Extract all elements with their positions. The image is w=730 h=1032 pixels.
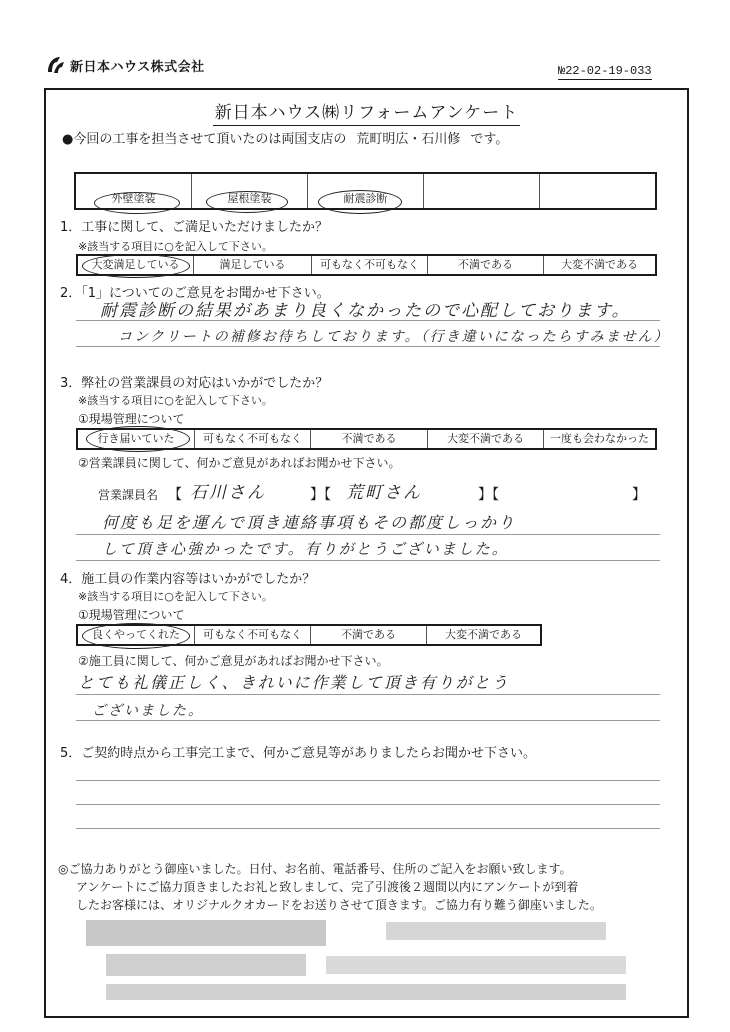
footer-notice [58,860,678,914]
q1-option[interactable]: 可もなく不可もなく [312,256,428,274]
q3-sub2: ②営業課員に関して、何かご意見があればお聞かせ下さい。 [78,456,401,470]
footer-line: ◎ご協力ありがとう御座いました。日付、お名前、電話番号、住所のご記入をお願い致します。 [58,862,572,876]
q5-answer-rule [76,780,660,781]
bracket-open: 【 [168,487,182,503]
q3-option[interactable]: 行き届いていた [78,430,195,448]
intro-text: ●今回の工事を担当させて頂いたのは両国支店の [62,132,347,147]
company-name: 新日本ハウス株式会社 [70,59,205,75]
logo-mark-icon [44,54,66,76]
q1-option[interactable]: 大変不満である [561,258,638,271]
q5-question: 5．ご契約時点から工事完工まで、何かご意見等がありましたらお聞かせ下さい。 [60,746,537,761]
q4-answer-line2: ございました。 [92,703,204,719]
q3-answer-line1: 何度も足を運んで頂き連絡事項もその都度しっかり [102,513,517,532]
q2-question: 2．「1」についてのご意見をお聞かせ下さい。 [60,286,330,301]
q5-answer-rule [76,828,660,829]
q4-option[interactable]: 可もなく不可もなく [195,626,311,644]
q4-option[interactable]: 不満である [311,626,427,644]
work-type-cell[interactable] [76,174,192,208]
footer-line: したお客様には、オリジナルクオカードをお送りさせて頂きます。ご協力有り難う御座いました。 [76,898,602,912]
q3-note: ※該当する項目に○を記入して下さい。 [78,394,273,407]
intro-suffix: です。 [470,132,509,147]
q3-option[interactable]: 一度も会わなかった [550,432,649,445]
work-type-cell[interactable] [308,174,424,208]
q3-question: 3．弊社の営業課員の対応はいかがでしたか？ [60,376,329,391]
q2-answer-rule [76,346,660,347]
q3-option[interactable]: 不満である [311,430,428,448]
q3-answer-line2: して頂き心強かったです。有りがとうございました。 [102,540,509,558]
bracket-close-open: 】【 [310,487,331,503]
q4-sub2: ②施工員に関して、何かご意見があればお聞かせ下さい。 [78,654,389,668]
q2-answer-rule [76,320,660,321]
q4-sub1: ①現場管理について [78,608,185,622]
intro-line [62,128,508,147]
q3-option[interactable]: 大変不満である [428,430,544,448]
q4-options [76,624,542,646]
q4-note: ※該当する項目に○を記入して下さい。 [78,590,273,603]
q4-answer-rule [76,720,660,721]
q1-option[interactable]: 不満である [428,256,544,274]
q3-answer-rule [76,560,660,561]
intro-staff: 荒町明広・石川修 [356,132,461,147]
work-type-label: 屋根塗装 [227,192,272,205]
sales-name-value: 石川さん [190,483,266,503]
q2-answer-line1: 耐震診断の結果があまり良くなかったので心配しております。 [100,301,631,321]
q3-answer-rule [76,534,660,535]
q4-question: 4．施工員の作業内容等はいかがでしたか？ [60,572,316,587]
work-type-cell[interactable] [424,174,540,208]
work-type-label: 耐震診断 [343,192,388,205]
bracket-close: 】 [632,487,646,503]
work-type-cell[interactable] [540,174,655,208]
q3-option[interactable]: 可もなく不可もなく [195,430,311,448]
form-title: 新日本ハウス㈱リフォームアンケート [46,98,687,123]
q2-answer-line2: コンクリートの補修お待ちしております。（行き違いになったらすみません） [118,329,670,345]
work-type-table [74,172,657,210]
q4-option[interactable]: 良くやってくれた [78,626,195,644]
work-type-label: 外壁塗装 [111,192,156,205]
work-type-cell[interactable] [192,174,308,208]
q5-answer-rule [76,804,660,805]
q4-answer-line1: とても礼儀正しく、きれいに作業して頂き有りがとう [78,673,510,692]
q4-answer-rule [76,694,660,695]
sales-name-label: 営業課員名 [98,488,159,502]
q1-question: 1．工事に関して、ご満足いただけましたか？ [60,220,329,235]
q3-options [76,428,657,450]
document-number: №22-02-19-033 [558,64,652,78]
company-logo [44,54,205,76]
survey-form [44,88,689,1018]
q1-option[interactable]: 大変満足している [78,256,194,274]
q4-option[interactable]: 大変不満である [445,628,522,641]
sales-name-value: 荒町さん [346,483,422,503]
q1-note: ※該当する項目に○を記入して下さい。 [78,240,273,253]
q1-options [76,254,657,276]
redacted-personal-info [66,912,676,1012]
footer-line: アンケートにご協力頂きましたお礼と致しまして、完了引渡後２週間以内にアンケートが到着 [76,880,579,894]
q3-sub1: ①現場管理について [78,412,185,426]
q1-option[interactable]: 満足している [194,256,312,274]
bracket-close-open: 】【 [478,487,499,503]
